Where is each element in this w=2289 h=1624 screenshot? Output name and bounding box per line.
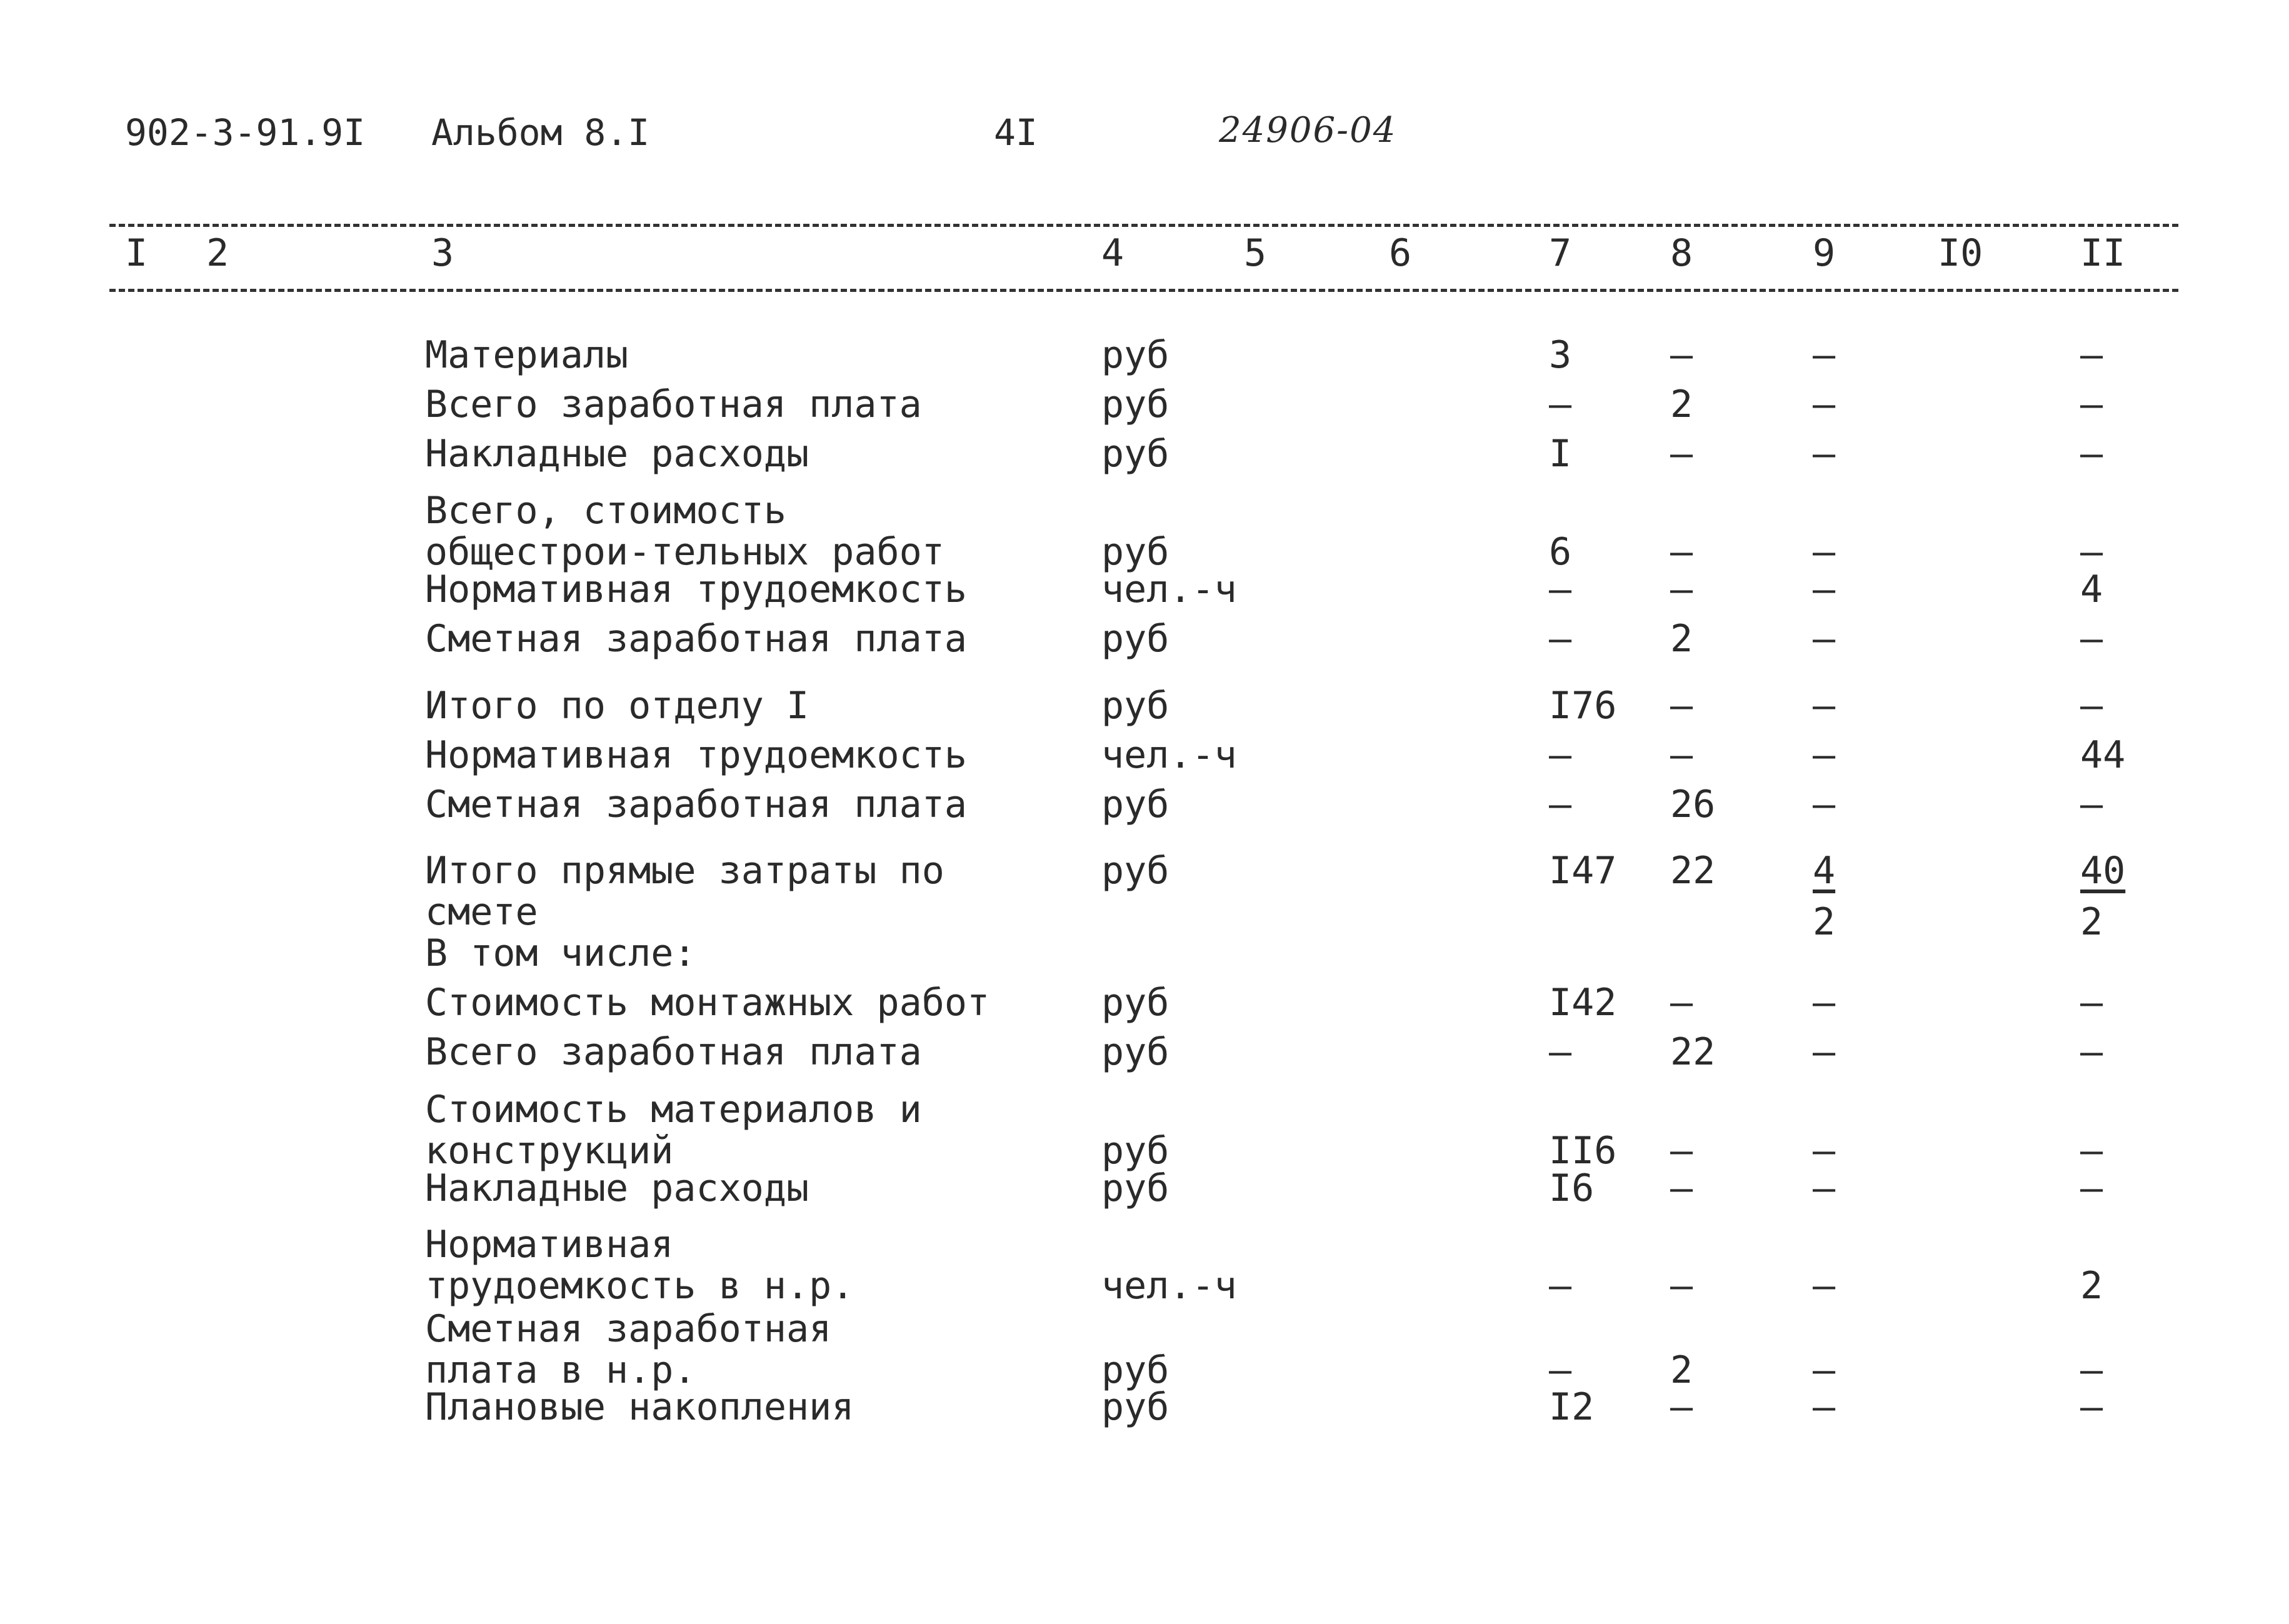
row-col11: – [2080, 432, 2103, 476]
col-header-11: II [2080, 231, 2126, 275]
row-col8: – [1670, 432, 1693, 476]
row-col8: 22 [1670, 1030, 1716, 1074]
table-row [0, 1089, 2289, 1176]
handwritten-number: 24906-04 [1219, 110, 1397, 151]
row-col8: 2 [1670, 617, 1693, 661]
row-unit: руб [1101, 981, 1170, 1025]
row-col8: – [1670, 1385, 1693, 1429]
row-col7: 3 [1549, 333, 1572, 377]
row-col11: 44 [2080, 733, 2126, 777]
row-col9: – [1813, 333, 1836, 377]
row-unit: руб [1101, 617, 1170, 661]
row-col11: 2 [2080, 1264, 2103, 1308]
row-col8: 2 [1670, 383, 1693, 426]
row-description: Накладные расходы [425, 1166, 809, 1210]
row-unit: чел.-ч [1101, 1264, 1237, 1308]
header-bottom-divider [109, 289, 2178, 292]
row-col7: I [1549, 432, 1572, 476]
row-description: Стоимость материалов и конструкций [425, 1088, 922, 1173]
row-col9: – [1813, 568, 1836, 611]
row-col8: – [1670, 981, 1693, 1025]
row-col7: – [1549, 1030, 1572, 1074]
row-col7: I76 [1549, 684, 1617, 728]
row-col11: – [2080, 684, 2103, 728]
table-row [0, 569, 2289, 619]
row-col7: I6 [1549, 1166, 1595, 1210]
table-row [0, 734, 2289, 784]
table-row [0, 433, 2289, 483]
header-top-divider [109, 224, 2178, 227]
row-description: Накладные расходы [425, 432, 809, 476]
table-row [0, 1168, 2289, 1218]
table-row [0, 1386, 2289, 1436]
album-label: Альбом 8.I [431, 111, 650, 154]
row-unit: руб [1101, 1348, 1170, 1392]
table-row [0, 1308, 2289, 1396]
col-header-1: I [125, 231, 148, 275]
row-col8: – [1670, 1166, 1693, 1210]
row-unit: руб [1101, 432, 1170, 476]
row-col7: II6 [1549, 1129, 1617, 1173]
row-col11-numerator: 40 [2080, 849, 2126, 893]
row-col7: I2 [1549, 1385, 1595, 1429]
col-header-9: 9 [1813, 231, 1836, 275]
table-row [0, 334, 2289, 384]
row-unit: руб [1101, 1129, 1170, 1173]
row-col11: – [2080, 333, 2103, 377]
row-col9: – [1813, 684, 1836, 728]
row-col7: – [1549, 733, 1572, 777]
row-unit: чел.-ч [1101, 568, 1237, 611]
table-row [0, 384, 2289, 434]
row-description: Нормативная трудоемкость [425, 733, 967, 777]
row-description: Всего заработная плата [425, 383, 922, 426]
col-header-3: 3 [431, 231, 454, 275]
row-col8: – [1670, 333, 1693, 377]
row-col9: – [1813, 981, 1836, 1025]
col-header-5: 5 [1244, 231, 1267, 275]
col-header-4: 4 [1101, 231, 1124, 275]
row-col8: – [1670, 684, 1693, 728]
table-row [0, 685, 2289, 735]
row-description: Материалы [425, 333, 629, 377]
row-col11: – [2080, 383, 2103, 426]
row-col9: – [1813, 530, 1836, 574]
row-unit: руб [1101, 1166, 1170, 1210]
row-col8: – [1670, 1129, 1693, 1173]
row-unit: руб [1101, 783, 1170, 826]
row-col9: – [1813, 1264, 1836, 1308]
row-col9-numerator: 4 [1813, 849, 1836, 893]
row-col11: – [2080, 1348, 2103, 1392]
row-unit: руб [1101, 1030, 1170, 1074]
row-col11: – [2080, 981, 2103, 1025]
table-row [0, 1031, 2289, 1081]
row-unit: руб [1101, 849, 1170, 893]
row-col11: – [2080, 1030, 2103, 1074]
col-header-7: 7 [1549, 231, 1572, 275]
row-col11: – [2080, 1129, 2103, 1173]
table-row-subheading [0, 933, 2289, 983]
col-header-8: 8 [1670, 231, 1693, 275]
row-col8: 26 [1670, 783, 1716, 826]
row-col8: – [1670, 530, 1693, 574]
row-col7: – [1549, 1264, 1572, 1308]
row-col7: – [1549, 783, 1572, 826]
row-col7: I47 [1549, 849, 1617, 893]
row-col7: 6 [1549, 530, 1572, 574]
row-description: Сметная заработная плата [425, 783, 967, 826]
row-description: Итого прямые затраты по смете [425, 849, 944, 934]
row-col11: – [2080, 617, 2103, 661]
row-col8: 2 [1670, 1348, 1693, 1392]
row-unit: руб [1101, 1385, 1170, 1429]
table-row [0, 982, 2289, 1032]
col-header-10: I0 [1938, 231, 1983, 275]
row-col11: – [2080, 783, 2103, 826]
row-col7: – [1549, 1348, 1572, 1392]
row-unit: руб [1101, 383, 1170, 426]
row-col9-denominator: 2 [1813, 900, 1836, 944]
row-col7: – [1549, 617, 1572, 661]
row-col11: – [2080, 1166, 2103, 1210]
row-description: Плановые накопления [425, 1385, 854, 1429]
row-col9: – [1813, 1129, 1836, 1173]
row-description: Сметная заработная плата в н.р. [425, 1307, 832, 1392]
row-col8: – [1670, 733, 1693, 777]
row-col9: – [1813, 1385, 1836, 1429]
row-col9: – [1813, 617, 1836, 661]
row-unit: чел.-ч [1101, 733, 1237, 777]
page-number: 4I [994, 111, 1038, 154]
row-col11: – [2080, 1385, 2103, 1429]
row-col11: 4 [2080, 568, 2103, 611]
row-col9: – [1813, 432, 1836, 476]
row-col7: – [1549, 383, 1572, 426]
row-col9: – [1813, 733, 1836, 777]
row-description: Стоимость монтажных работ [425, 981, 990, 1025]
row-col11: – [2080, 530, 2103, 574]
row-description: Нормативная трудоемкость [425, 568, 967, 611]
table-row [0, 1224, 2289, 1311]
row-col8: – [1670, 568, 1693, 611]
row-unit: руб [1101, 684, 1170, 728]
row-col9: – [1813, 383, 1836, 426]
table-row [0, 490, 2289, 578]
row-col8: 22 [1670, 849, 1716, 893]
row-col9: – [1813, 1166, 1836, 1210]
row-col7: – [1549, 568, 1572, 611]
row-description: Всего заработная плата [425, 1030, 922, 1074]
row-description: Сметная заработная плата [425, 617, 967, 661]
row-description: Всего, стоимость общестрои-тельных работ [425, 489, 944, 574]
col-header-6: 6 [1389, 231, 1412, 275]
table-row [0, 784, 2289, 834]
col-header-2: 2 [206, 231, 229, 275]
document-code: 902-3-91.9I [125, 111, 366, 154]
row-col8: – [1670, 1264, 1693, 1308]
row-description: В том числе: [425, 931, 696, 975]
row-unit: руб [1101, 333, 1170, 377]
table-row [0, 618, 2289, 668]
row-col7: I42 [1549, 981, 1617, 1025]
row-unit: руб [1101, 530, 1170, 574]
table-row-total [0, 850, 2289, 944]
row-col9: – [1813, 1030, 1836, 1074]
row-description: Итого по отделу I [425, 684, 809, 728]
row-description: Нормативная трудоемкость в н.р. [425, 1223, 854, 1308]
row-col9: – [1813, 783, 1836, 826]
row-col11-denominator: 2 [2080, 900, 2103, 944]
row-col9: – [1813, 1348, 1836, 1392]
